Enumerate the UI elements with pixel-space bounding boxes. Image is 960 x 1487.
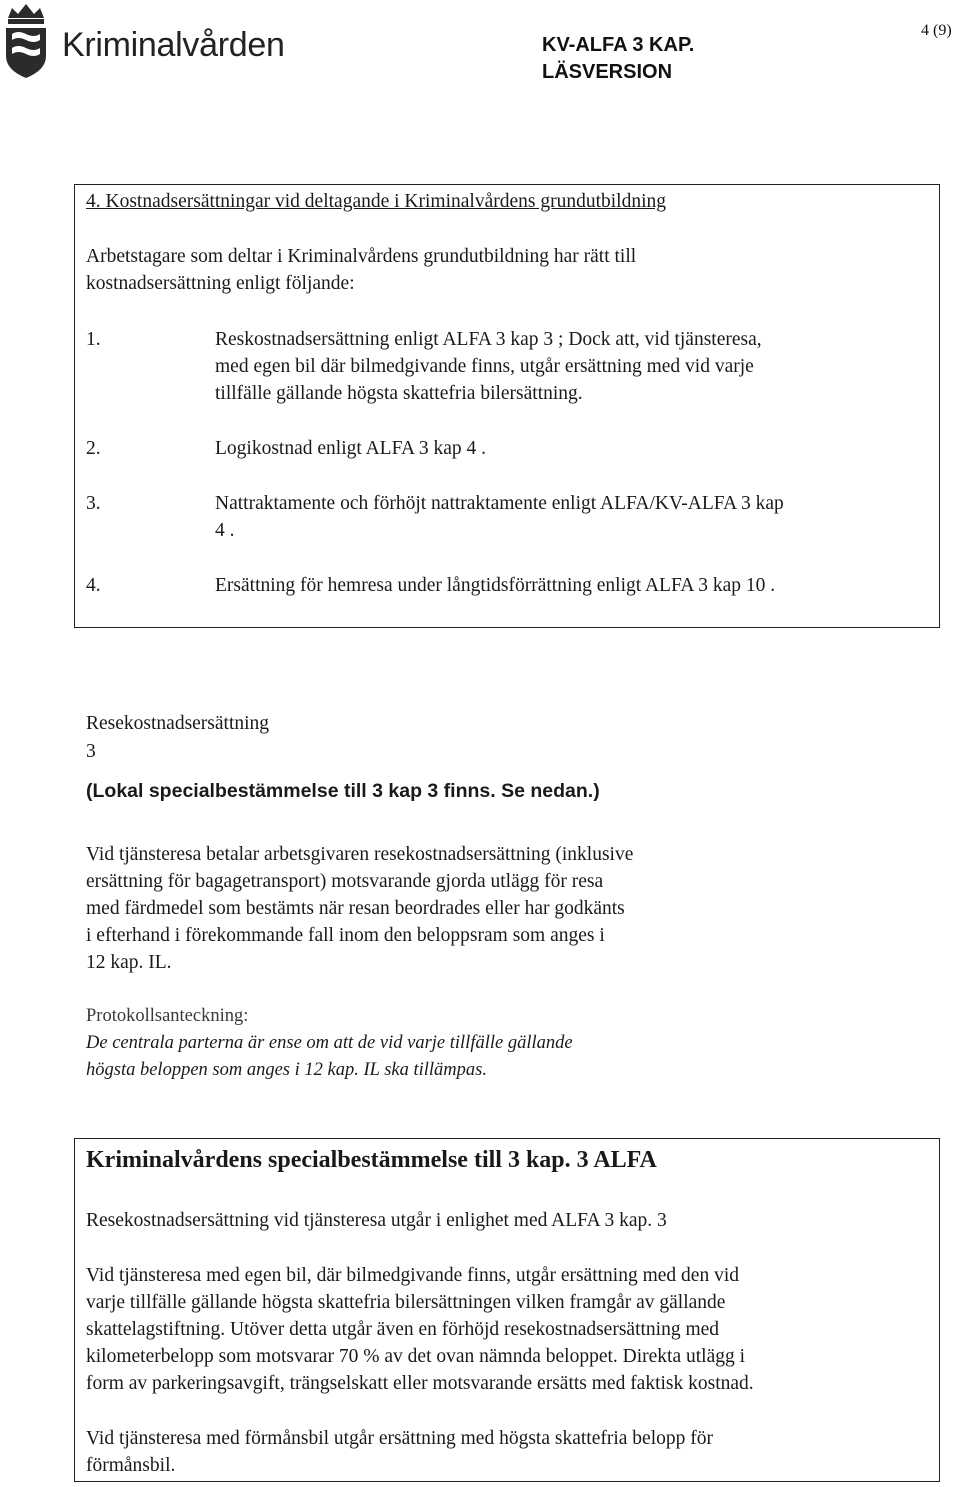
body-line: i efterhand i förekommande fall inom den beloppsram som anges i (86, 925, 605, 946)
special-provision-line: skattelagstiftning. Utöver detta utgår även en förhöjd resekostnadsersättning med (86, 1319, 720, 1340)
document-title-line2: LÄSVERSION (542, 61, 673, 83)
list-item-line: Logikostnad enligt ALFA 3 kap 4 . (215, 438, 487, 459)
list-item-number: 1. (86, 329, 101, 350)
list-item-number: 4. (86, 575, 101, 596)
list-item-line: 4 . (215, 520, 235, 541)
special-provision-line: förmånsbil. (86, 1455, 176, 1476)
section-title: Resekostnadsersättning (86, 713, 270, 734)
paragraph-reference: 3 (86, 741, 96, 762)
kriminalvarden-logo (4, 4, 48, 80)
local-provision-note: (Lokal specialbestämmelse till 3 kap 3 finns. Se nedan.) (86, 780, 600, 802)
list-item-line: Reskostnadsersättning enligt ALFA 3 kap 3 ; Dock att, vid tjänsteresa, (215, 329, 762, 350)
special-provision-line: Vid tjänsteresa med förmånsbil utgår ersättning med högsta skattefria belopp för (86, 1428, 713, 1449)
document-title-line1: KV-ALFA 3 KAP. (542, 34, 695, 56)
list-item-line: Nattraktamente och förhöjt nattraktamente enligt ALFA/KV-ALFA 3 kap (215, 493, 784, 514)
list-item-line: Ersättning för hemresa under långtidsförrättning enligt ALFA 3 kap 10 . (215, 575, 776, 596)
special-provision-line: form av parkeringsavgift, trängselskatt eller motsvarande ersätts med faktisk kostnad. (86, 1373, 754, 1394)
protocol-line: högsta beloppen som anges i 12 kap. IL ska tillämpas. (86, 1060, 487, 1080)
list-item-number: 2. (86, 438, 101, 459)
special-provision-line: Vid tjänsteresa med egen bil, där bilmedgivande finns, utgår ersättning med den vid (86, 1265, 739, 1286)
page-number: 4 (9) (921, 22, 952, 39)
list-item-line: med egen bil där bilmedgivande finns, utgår ersättning med vid varje (215, 356, 754, 377)
section4-intro-line: kostnadsersättning enligt följande: (86, 273, 355, 294)
list-item-number: 3. (86, 493, 101, 514)
document-title (542, 32, 694, 86)
section4-intro-line: Arbetstagare som deltar i Kriminalvårdens grundutbildning har rätt till (86, 246, 637, 267)
special-provision-line: varje tillfälle gällande högsta skattefria bilersättningen vilken framgår av gällande (86, 1292, 726, 1313)
special-provision-line: Resekostnadsersättning vid tjänsteresa utgår i enlighet med ALFA 3 kap. 3 (86, 1210, 667, 1231)
protocol-label: Protokollsanteckning: (86, 1006, 249, 1026)
body-line: Vid tjänsteresa betalar arbetsgivaren resekostnadsersättning (inklusive (86, 844, 634, 865)
section4-heading: 4. Kostnadsersättningar vid deltagande i Kriminalvårdens grundutbildning (86, 191, 667, 212)
crown-crest-icon (4, 4, 48, 80)
body-line: ersättning för bagagetransport) motsvarande gjorda utlägg för resa (86, 871, 604, 892)
body-line: 12 kap. IL. (86, 952, 172, 973)
body-line: med färdmedel som bestämts när resan beordrades eller har godkänts (86, 898, 625, 919)
special-provision-line: kilometerbelopp som motsvarar 70 % av det ovan nämnda beloppet. Direkta utlägg i (86, 1346, 746, 1367)
brand-name: Kriminalvården (62, 26, 285, 64)
list-item-line: tillfälle gällande högsta skattefria bilersättning. (215, 383, 583, 404)
special-provision-heading: Kriminalvårdens specialbestämmelse till 3 kap. 3 ALFA (86, 1147, 657, 1173)
protocol-line: De centrala parterna är ense om att de vid varje tillfälle gällande (86, 1033, 573, 1053)
